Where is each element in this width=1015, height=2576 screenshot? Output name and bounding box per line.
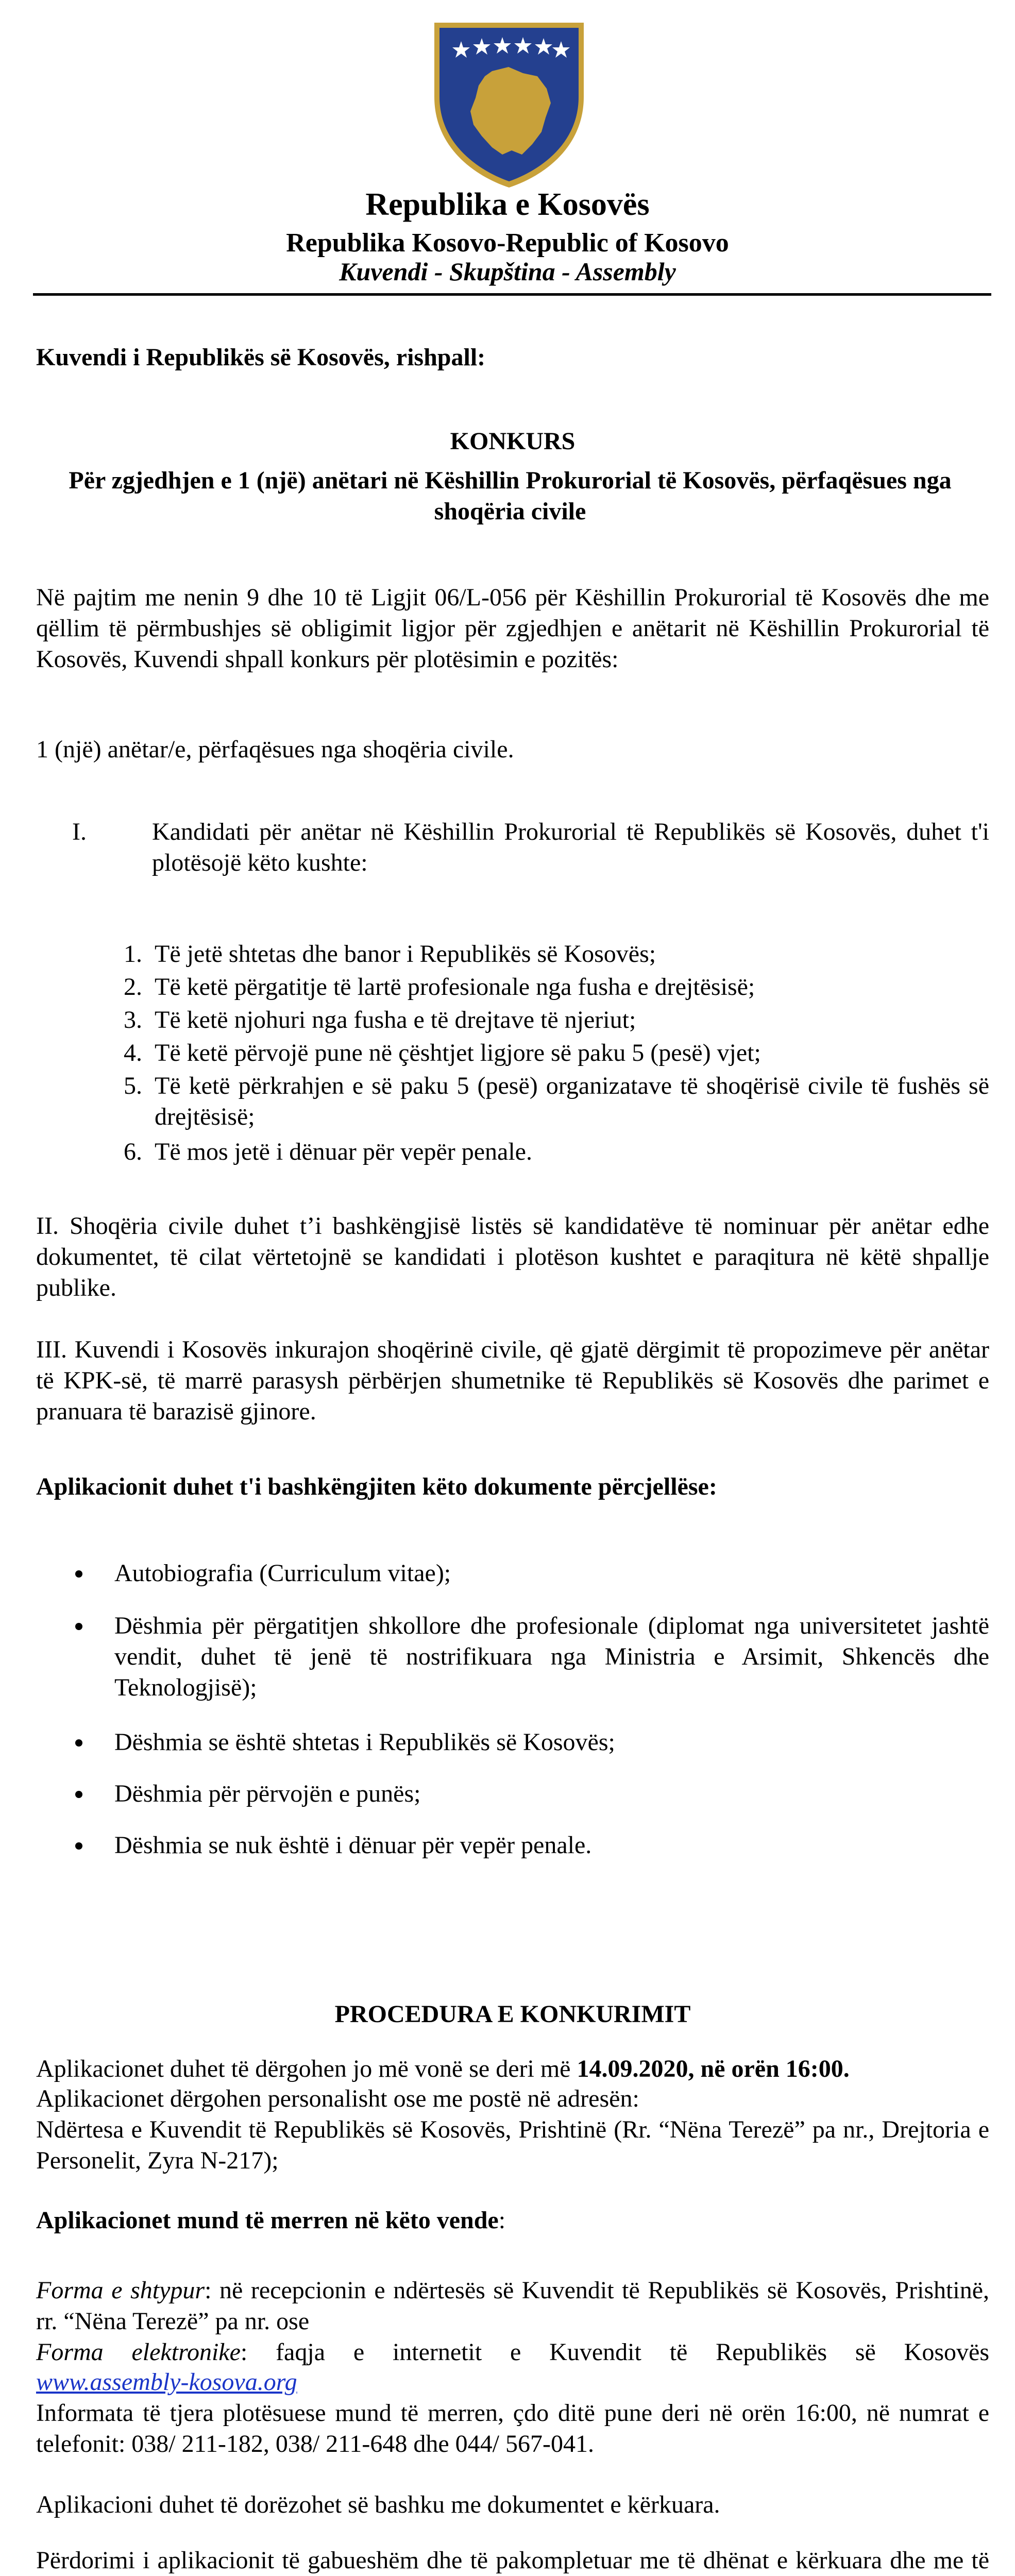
intro-line: Kuvendi i Republikës së Kosovës, rishpall: xyxy=(36,344,486,371)
website-line xyxy=(36,2367,989,2398)
country-title: Republika e Kosovës xyxy=(365,187,650,222)
institution-title: Kuvendi - Skupština - Assembly xyxy=(339,257,676,286)
submit-note: Aplikacioni duhet të dorëzohet së bashku me dokumentet e kërkuara. xyxy=(36,2491,720,2518)
document-page: Republika e Kosovës Republika Kosovo-Republic of Kosovo Kuvendi - Skupština - Assembly Kuvendi i Republikës së Kosovës, rishpall: KONKURS Për zgjedhjen e 1 (një) anëtari në Këshillin Prokurorial të Kosovës, përfaqësues nga shoqëria civile Në pajtim me nenin 9 dhe 10 të Ligjit 06/L-056 për Këshillin Prokurorial të Kosovës dhe me qëllim të përmbushjes së obligimit ligjor për zgjedhjen e anëtarit në Këshillin Prokurorial të Kosovës, Kuvendi shpall konkurs për plotësimin e pozitës: 1 (një) anëtar/e, përfaqësues nga shoqëria civile. I. Kandidati për anëtar në Këshillin Prokurorial të Republikës së Kosovës, duhet t'i plotësojë këto kushte: 1. Të jetë shtetas dhe banor i Republikës së Kosovës; 2. Të ketë përgatitje të lartë profesionale nga fusha e drejtësisë; 3. Të ketë njohuri nga fusha e të drejtave të njeriut; 4. Të ketë përvojë pune në çështjet ligjore së paku 5 (pesë) vjet; 5. Të ketë përkrahjen e së paku 5 (pesë) organizatave të shoqërisë civile të fushës së drejtësisë; 6. Të mos jetë i dënuar për vepër penale. II. Shoqëria civile duhet t’i bashkëngjisë listës së kandidatëve të nominuar për anëtar edhe dokumentet, të cilat vërtetojnë se kandidati i plotëson kushtet e paraqitura në këtë shpallje publike. III. Kuvendi i Kosovës inkurajon shoqërinë civile, që gjatë dërgimit të propozimeve për anëtar të KPK-së, të marrë parasysh përbërjen shumetnike të Republikës së Kosovës dhe parimet e pranuara të barazisë gjinore. Aplikacionit duhet t'i bashkëngjiten këto dokumente përcjellëse: Autobiografia (Curriculum vitae); Dëshmia për përgatitjen shkollore dhe profesionale (diplomat nga universitetet jashtë vendit, duhet të jenë të nostrifikuara nga Ministria e Arsimit, Shkencës dhe Teknologjisë); Dëshmia se është shtetas i Republikës së Kosovës; Dëshmia për përvojën e punës; Dëshmia se nuk është i dënuar për vepër penale. PROCEDURA E KONKURIMIT Aplikacionet duhet të dërgohen jo më vonë se deri më 14.09.2020, në orën 16:00. Aplikacionet dërgohen personalisht ose me postë në adresën: Ndërtesa e Kuvendit të Republikës së Kosovës, Prishtinë (Rr. “Nëna Terezë” pa nr., Drejtoria e Personelit, Zyra N-217); Aplikacionet mund të merren në këto vende: Forma e shtypur: në recepcionin e ndërtesës së Kuvendit të Republikës së Kosovës, Prishtinë, rr. “Nëna Terezë” pa nr. ose Forma elektronike: faqja e internetit e Kuvendit të Republikës së Kosovës www.assembly-kosova.org Informata të tjera plotësuese mund të merren, çdo ditë pune deri në orën 16:00, në numrat e telefonit: 038/ 211-182, 038/ 211-648 dhe 044/ 567-041. Aplikacioni duhet të dorëzohet së bashku me dokumentet e kërkuara. Përdorimi i aplikacionit të gabueshëm dhe të pakompletuar me të dhënat e kërkuara dhe me të xyxy=(0,0,1015,2576)
website-link[interactable]: www.assembly-kosova.org xyxy=(36,2368,297,2396)
header-divider xyxy=(33,293,991,296)
electronic-form: Forma elektronike: faqja e internetit e Kuvendit të Republikës së Kosovës xyxy=(36,2338,990,2366)
subheading: Për zgjedhjen e 1 (një) anëtari në Këshillin Prokurorial të Kosovës, përfaqësues nga shoqëria civile xyxy=(69,467,952,525)
submission-line: Aplikacionet dërgohen personalisht ose me postë në adresën: xyxy=(36,2085,639,2112)
kosovo-coat-of-arms-icon xyxy=(431,20,587,190)
heading: KONKURS xyxy=(450,428,576,455)
deadline-date: 14.09.2020, në orën 16:00. xyxy=(577,2055,850,2082)
deadline-line: Aplikacionet duhet të dërgohen jo më vonë se deri më 14.09.2020, në orën 16:00. xyxy=(36,2055,850,2082)
printed-form: Forma e shtypur: në recepcionin e ndërtesës së Kuvendit të Republikës së Kosovës, Prishtinë, rr. “Nëna Terezë” pa nr. ose xyxy=(36,2277,990,2335)
paragraph-legal-basis: Në pajtim me nenin 9 dhe 10 të Ligjit 06/L-056 për Këshillin Prokurorial të Kosovës dhe me qëllim të përmbushjes së obligimit ligjor për zgjedhjen e anëtarit në Këshillin Prokurorial të Kosovës, Kuvendi shpall konkurs për plotësimin e pozitës: xyxy=(36,584,989,673)
country-subtitle: Republika Kosovo-Republic of Kosovo xyxy=(286,228,729,258)
bullet-icon xyxy=(75,1623,82,1630)
documents-heading: Aplikacionit duhet t'i bashkëngjiten këto dokumente përcjellëse: xyxy=(36,1473,717,1500)
position-line: 1 (një) anëtar/e, përfaqësues nga shoqëria civile. xyxy=(36,736,514,763)
bullet-icon xyxy=(75,1842,82,1850)
electronic-form-label: Forma elektronike xyxy=(36,2338,241,2366)
paragraph-section-2: II. Shoqëria civile duhet t’i bashkëngjisë listës së kandidatëve të nominuar për anëtar edhe dokumentet, të cilat vërtetojnë se kandidati i plotëson kushtet e paraqitura në këtë shpallje publike. xyxy=(36,1212,989,1301)
paragraph-section-3: III. Kuvendi i Kosovës inkurajon shoqërinë civile, që gjatë dërgimit të propozimeve për anëtar të KPK-së, të marrë parasysh përbërjen shumetnike të Republikës së Kosovës dhe parimet e pranuara të barazisë gjinore. xyxy=(36,1336,989,1425)
procedure-heading: PROCEDURA E KONKURIMIT xyxy=(334,2001,691,2028)
section-1-text: Kandidati për anëtar në Këshillin Prokurorial të Republikës së Kosovës, duhet t'i plotësojë këto kushte: xyxy=(152,818,989,876)
bullet-icon xyxy=(75,1739,82,1747)
where-heading: Aplikacionet mund të merren në këto vende: xyxy=(36,2207,506,2234)
info-text: Informata të tjera plotësuese mund të merren, çdo ditë pune deri në orën 16:00, në numrat e telefonit: 038/ 211-182, 038/ 211-648 dhe 044/ 567-041. xyxy=(36,2399,989,2458)
section-1-numeral: I. xyxy=(72,818,87,845)
bullet-icon xyxy=(75,1570,82,1578)
address-text: Ndërtesa e Kuvendit të Republikës së Kosovës, Prishtinë (Rr. “Nëna Terezë” pa nr., Drejtoria e Personelit, Zyra N-217); xyxy=(36,2116,989,2174)
final-note: Përdorimi i aplikacionit të gabueshëm dhe të pakompletuar me të dhënat e kërkuara dhe me të xyxy=(36,2547,989,2574)
bullet-icon xyxy=(75,1791,82,1798)
printed-form-label: Forma e shtypur xyxy=(36,2277,205,2304)
